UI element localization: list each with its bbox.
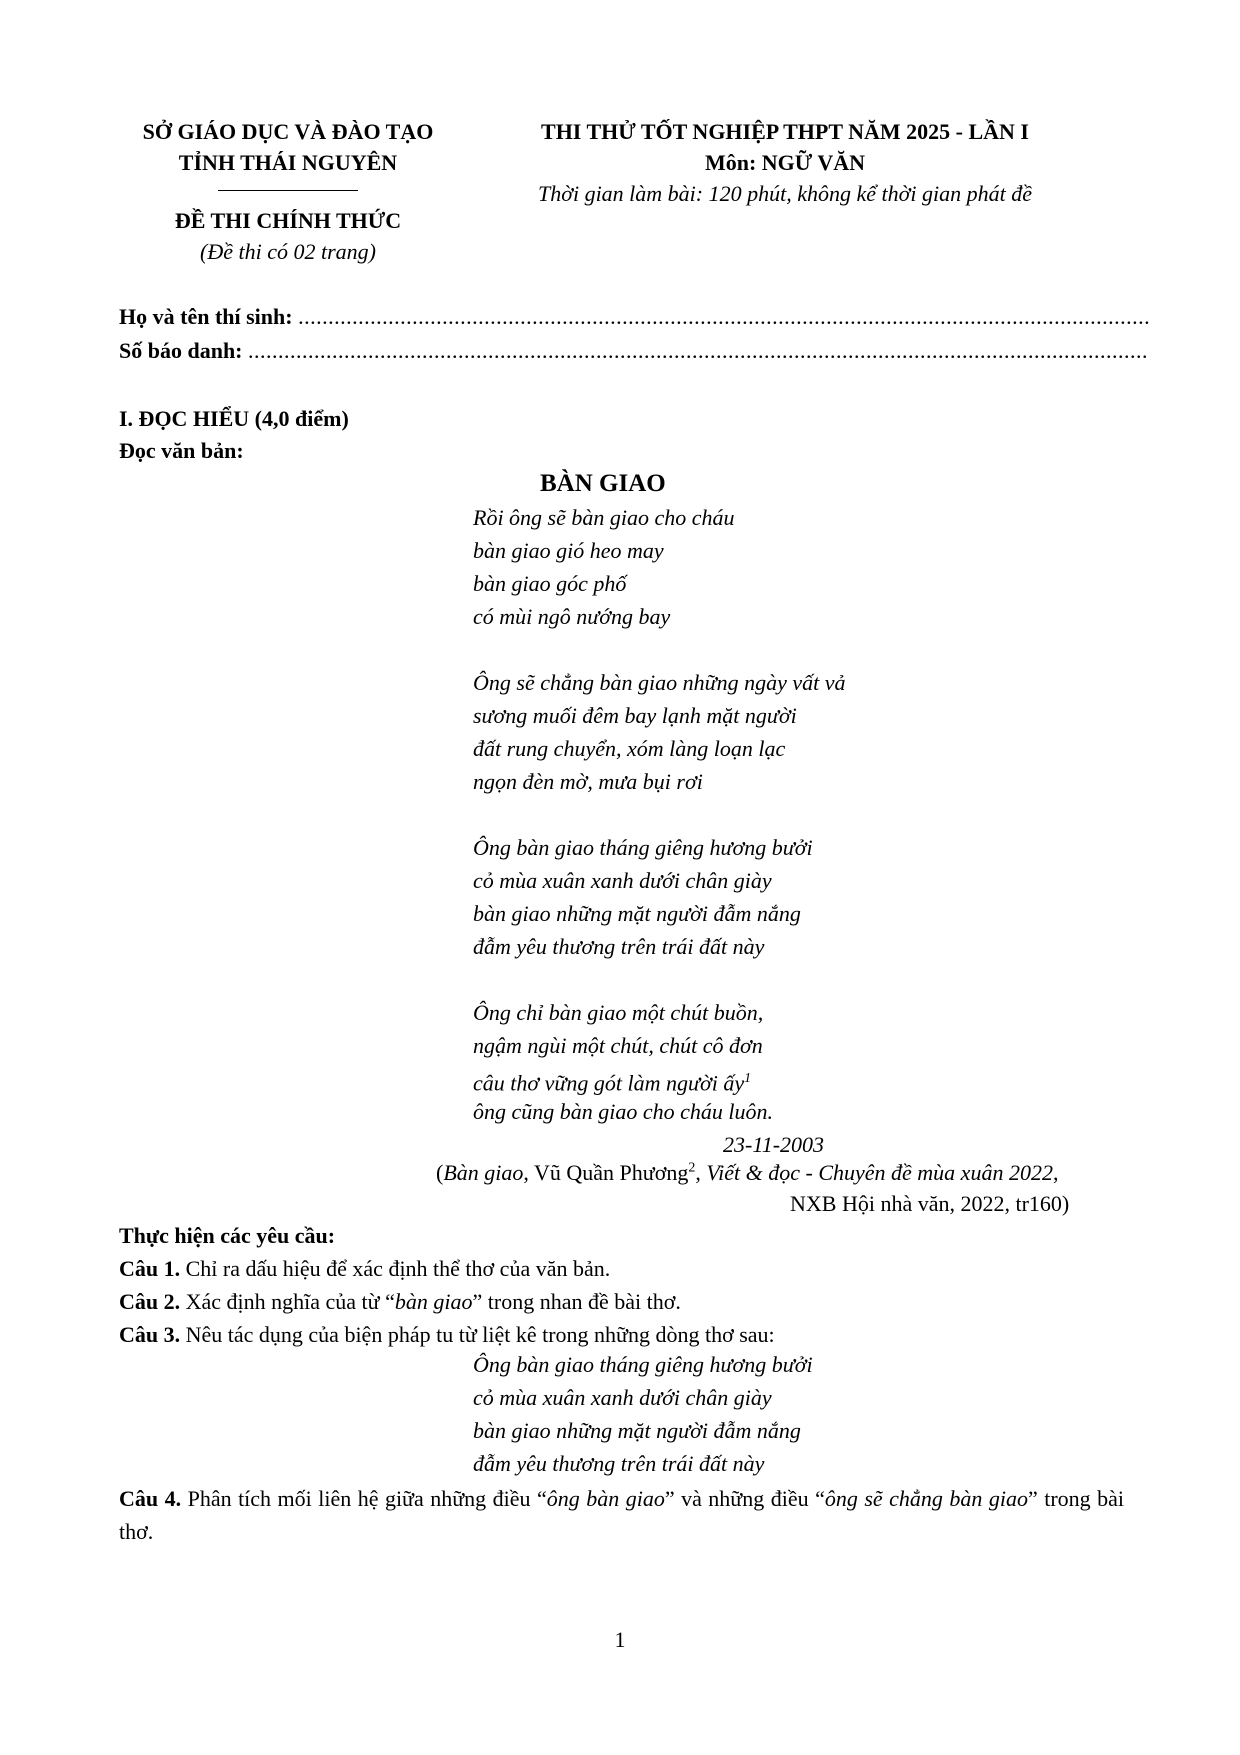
question-2 [119, 1285, 681, 1318]
stanza-gap [473, 963, 846, 996]
stanza-gap [473, 633, 846, 666]
question-3-quote [473, 1348, 813, 1480]
source-open-paren: ( [436, 1160, 444, 1185]
poem-line: có mùi ngô nướng bay [473, 604, 671, 629]
poem-line: bàn giao những mặt người đẫm nắng [473, 901, 801, 926]
question-2-label: Câu 2. [119, 1289, 181, 1314]
section-heading: I. ĐỌC HIỂU (4,0 điểm) [119, 406, 349, 431]
footnote-mark-1: 1 [744, 1071, 752, 1086]
candidate-name-field [119, 300, 1150, 333]
candidate-id-label: Số báo danh: [119, 338, 243, 363]
poem-line: Ông sẽ chẳng bàn giao những ngày vất vả [473, 670, 846, 695]
question-4-term-2: ông sẽ chẳng bàn giao [824, 1486, 1028, 1511]
exam-title: THI THỬ TỐT NGHIỆP THPT NĂM 2025 - LẦN I [541, 119, 1029, 144]
question-4-label: Câu 4. [119, 1486, 182, 1511]
poem-line-text: câu thơ vững gót làm người ấy [473, 1070, 745, 1096]
source-sep: , [695, 1160, 707, 1185]
question-1-label: Câu 1. [119, 1256, 181, 1281]
question-1 [119, 1252, 610, 1285]
candidate-id-field [119, 334, 1148, 367]
source-author: , Vũ Quần Phương [523, 1160, 689, 1185]
question-2-term: bàn giao [394, 1289, 473, 1314]
question-4 [119, 1482, 1124, 1548]
page-number: 1 [614, 1627, 626, 1652]
candidate-id-dots: ...................................................................................................................................................... [248, 338, 1149, 363]
header-divider [218, 190, 358, 191]
poem-line: sương muối đêm bay lạnh mặt người [473, 703, 797, 728]
poem-title: BÀN GIAO [540, 470, 666, 497]
source-collection: Viết & đọc - Chuyên đề mùa xuân 2022 [706, 1160, 1053, 1185]
question-3-text: Nêu tác dụng của biện pháp tu từ liệt kê trong những dòng thơ sau: [180, 1322, 775, 1347]
poem-line: bàn giao gió heo may [473, 538, 664, 563]
official-exam-label: ĐỀ THI CHÍNH THỨC [174, 208, 402, 233]
poem-line [473, 1062, 846, 1095]
question-4-mid: ” và những điều “ [664, 1486, 825, 1511]
poem-line: Rồi ông sẽ bàn giao cho cháu [473, 505, 735, 530]
stanza-gap [473, 798, 846, 831]
quote-line: bàn giao những mặt người đẫm nắng [473, 1418, 801, 1443]
tasks-heading: Thực hiện các yêu cầu: [119, 1223, 336, 1248]
poem-body [473, 501, 846, 1128]
subject-line: Môn: NGỮ VĂN [704, 150, 866, 175]
question-4-pre: Phân tích mối liên hệ giữa những điều “ [181, 1486, 547, 1511]
source-work-title: Bàn giao [443, 1160, 524, 1185]
poem-date: 23-11-2003 [723, 1132, 825, 1157]
poem-line: đất rung chuyển, xóm làng loạn lạc [473, 736, 786, 761]
poem-line: Ông chỉ bàn giao một chút buồn, [473, 1000, 764, 1025]
header-right [505, 116, 1065, 209]
department-line-1: SỞ GIÁO DỤC VÀ ĐÀO TẠO [142, 119, 434, 144]
time-note: Thời gian làm bài: 120 phút, không kể thời gian phát đề [537, 181, 1032, 206]
read-text-label: Đọc văn bản: [119, 438, 244, 463]
page-count-note: (Đề thi có 02 trang) [200, 239, 376, 264]
candidate-name-label: Họ và tên thí sinh: [119, 304, 293, 329]
question-4-term-1: ông bàn giao [546, 1486, 665, 1511]
poem-line: ngọn đèn mờ, mưa bụi rơi [473, 769, 703, 794]
quote-line: cỏ mùa xuân xanh dưới chân giày [473, 1385, 772, 1410]
poem-line: bàn giao góc phố [473, 571, 627, 596]
source-citation [436, 1156, 1058, 1189]
poem-line: ngậm ngùi một chút, chút cô đơn [473, 1033, 763, 1058]
candidate-name-dots: .............................................................................................................................................. [298, 304, 1151, 329]
footnote-mark-2: 2 [688, 1160, 696, 1176]
question-3-label: Câu 3. [119, 1322, 181, 1347]
department-line-2: TỈNH THÁI NGUYÊN [178, 150, 398, 175]
question-4-post: ” trong bài thơ. [119, 1486, 1125, 1544]
question-1-text: Chỉ ra dấu hiệu để xác định thể thơ của văn bản. [180, 1256, 611, 1281]
question-3 [119, 1318, 775, 1351]
header-left [118, 116, 458, 267]
question-2-pre: Xác định nghĩa của từ “ [180, 1289, 395, 1314]
source-publisher: NXB Hội nhà văn, 2022, tr160) [790, 1191, 1070, 1216]
poem-line: đẫm yêu thương trên trái đất này [473, 934, 765, 959]
poem-line: ông cũng bàn giao cho cháu luôn. [473, 1099, 774, 1124]
quote-line: đẫm yêu thương trên trái đất này [473, 1451, 765, 1476]
question-2-post: ” trong nhan đề bài thơ. [472, 1289, 681, 1314]
quote-line: Ông bàn giao tháng giêng hương bưởi [473, 1352, 813, 1377]
poem-line: Ông bàn giao tháng giêng hương bưởi [473, 835, 813, 860]
poem-line: cỏ mùa xuân xanh dưới chân giày [473, 868, 772, 893]
source-comma: , [1052, 1160, 1059, 1185]
